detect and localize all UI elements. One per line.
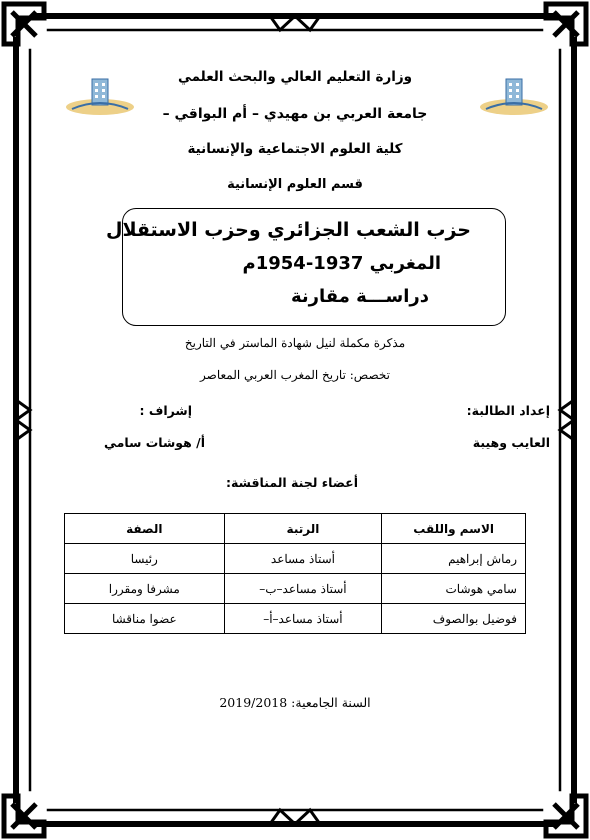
supervision-label: إشراف :	[139, 403, 192, 418]
thesis-title-line-3: دراســـة مقارنة	[290, 286, 429, 307]
student-name: العايب وهيبة	[472, 435, 550, 450]
column-header-name: الاسم واللقب	[382, 514, 526, 544]
member-name: فوضيل بوالصوف	[382, 604, 526, 634]
thesis-title-line-1: حزب الشعب الجزائري وحزب الاستقلال	[105, 219, 471, 241]
supervisor-name: أ/ هوشات سامي	[104, 435, 205, 450]
university-name: جامعة العربي بن مهيدي – أم البواقي –	[162, 106, 428, 122]
member-role: عضوا مناقشا	[65, 604, 225, 634]
table-row	[65, 544, 526, 574]
member-rank: أستاذ مساعد–ب–	[224, 574, 382, 604]
ministry-name: وزارة التعليم العالي والبحث العلمي	[177, 69, 413, 85]
department-name: قسم العلوم الإنسانية	[227, 177, 363, 192]
member-rank: أستاذ مساعد	[224, 544, 382, 574]
member-name: رماش إبراهيم	[382, 544, 526, 574]
thesis-title-box	[105, 208, 506, 326]
member-role: رئيسا	[65, 544, 225, 574]
specialization: تخصص: تاريخ المغرب العربي المعاصر	[200, 368, 390, 382]
column-header-rank: الرتبة	[224, 514, 382, 544]
member-role: مشرفا ومقررا	[65, 574, 225, 604]
committee-table	[64, 513, 526, 634]
column-header-role: الصفة	[65, 514, 225, 544]
member-name: سامي هوشات	[382, 574, 526, 604]
table-header-row	[65, 514, 526, 544]
table-row	[65, 604, 526, 634]
prepared-by-label: إعداد الطالبة:	[466, 403, 550, 418]
faculty-name: كلية العلوم الاجتماعية والإنسانية	[187, 141, 403, 157]
degree-statement: مذكرة مكملة لنيل شهادة الماستر في التاريخ	[184, 336, 406, 350]
member-rank: أستاذ مساعد–أ–	[224, 604, 382, 634]
academic-year: السنة الجامعية: 2019/2018	[219, 695, 371, 710]
table-row	[65, 574, 526, 604]
page-content	[40, 55, 550, 795]
thesis-title-line-2: المغربي 1937-1954م	[242, 253, 441, 274]
committee-heading: أعضاء لجنة المناقشة:	[226, 475, 358, 490]
